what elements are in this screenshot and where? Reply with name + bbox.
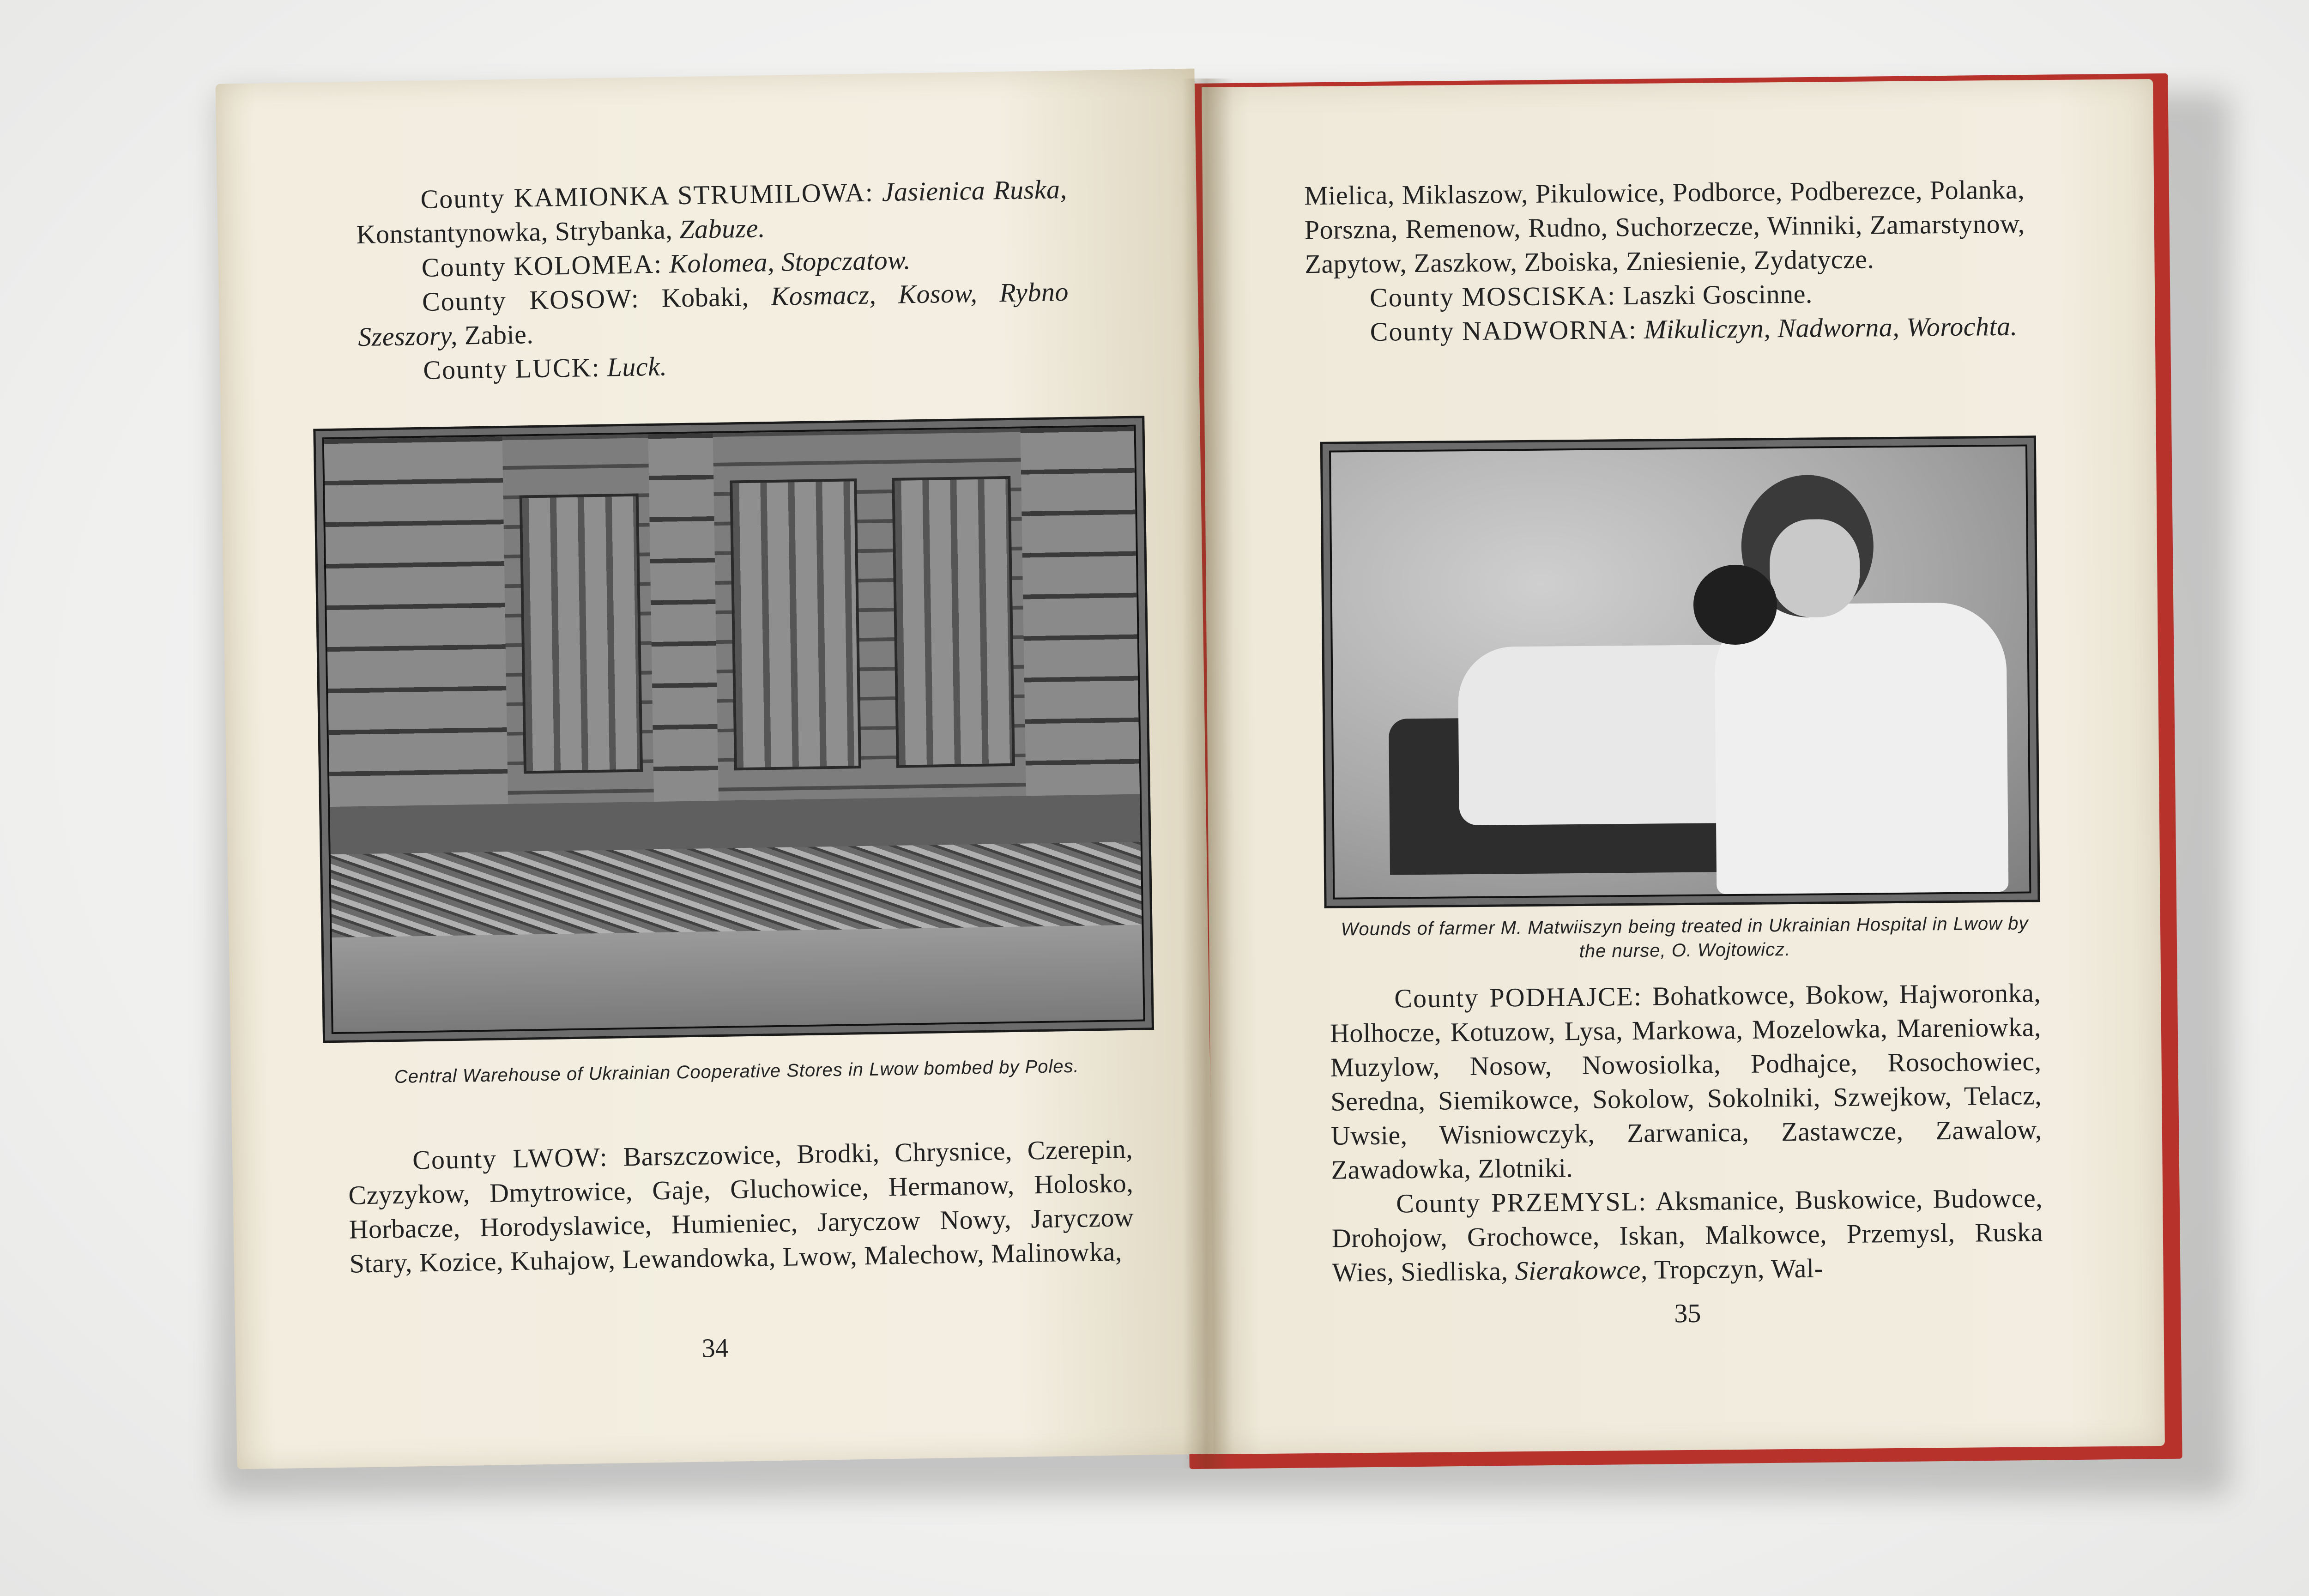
left-page [216,69,1216,1469]
warehouse-photo [313,416,1154,1043]
entry-mosciska: County MOSCISKA: Laszki Goscinne. [1369,278,1813,313]
left-top-text [356,172,1070,388]
right-bottom-text [1330,976,2043,1289]
entry-lwow: County LWOW: Barszczowice, Brodki, Chrysnice, Czerepin, Czyzykow, Dmytrowice, Gaje, Gluchowice, Hermanow, Holosko, Horbacze, Horodyslawice, Humieniec, Jaryczow Nowy, Jaryczow Stary, Kozice, Kuhajow, Lewandowka, Lwow, Malechow, Malinowka, [348,1133,1134,1279]
entry-podhajce: County PODHAJCE: Bohatkowce, Bokow, Hajworonka, Holhocze, Kotuzow, Lysa, Markowa, Mozelowka, Mareniowka, Muzylow, Nosow, Nowosiolka, Podhajce, Rosochowiec, Seredna, Siemikowce, Sokolow, Sokolniki, Szwejkow, Telacz, Uwsie, Wisniowczyk, Zarwanica, Zastawcze, Zawalow, Zawadowka, Zlotniki. [1330,978,2043,1185]
right-top-text [1304,173,2026,350]
warehouse-photo-caption: Central Warehouse of Ukrainian Cooperative Stores in Lwow bombed by Poles. [394,1056,1079,1088]
entry-luck: County LUCK: Luck. [423,351,667,385]
entry-przemysl: County PRZEMYSL: Aksmanice, Buskowice, Budowce, Drohojow, Grochowce, Iskan, Malkowce, Przemysl, Ruska Wies, Siedliska, Sierakowce, Tropczyn, Wal- [1331,1183,2043,1288]
book-gutter [1182,79,1233,1469]
entry-kolomea: County KOLOMEA: Kolomea, Stopczatow. [421,245,911,283]
entry-lwow-continued: Mielica, Miklaszow, Pikulowice, Podborce, Podberezce, Polanka, Porszna, Remenow, Rudno, Suchorzecze, Winniki, Zamarstynow, Zapytow, Zaszkow, Zboiska, Zniesienie, Zydatycze. [1304,174,2025,279]
page-number-35: 35 [1674,1298,1701,1329]
entry-nadworna: County NADWORNA: Mikuliczyn, Nadworna, Worochta. [1370,311,2018,347]
hospital-photo [1320,435,2040,908]
entry-kamionka: County KAMIONKA STRUMILOWA: Jasienica Ruska, Konstantynowka, Strybanka, Zabuze. [356,174,1067,250]
right-page [1202,79,2165,1454]
entry-kosow: County KOSOW: Kobaki, Kosmacz, Kosow, Rybno Szeszory, Zabie. [357,276,1069,352]
hospital-photo-caption: Wounds of farmer M. Matwiiszyn being treated in Ukrainian Hospital in Lwow by the nurse, O. Wojtowicz. [1341,913,2029,961]
left-bottom-text [348,1132,1135,1281]
page-number-34: 34 [701,1332,729,1363]
